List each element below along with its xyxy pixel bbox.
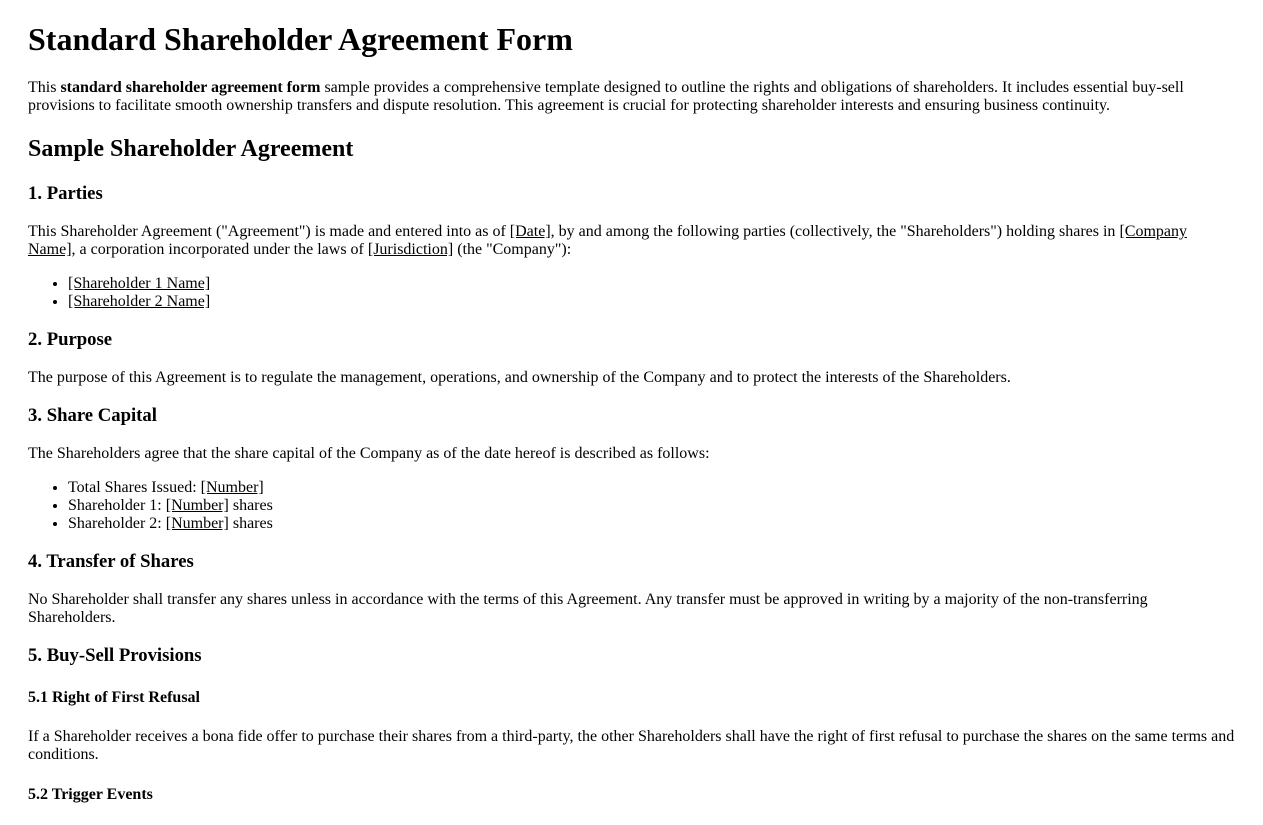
purpose-paragraph: The purpose of this Agreement is to regulate the management, operations, and ownership of the Company and to protect the interests of the Shareholders.	[28, 369, 1011, 386]
rofr-heading: 5.1 Right of First Refusal	[28, 689, 200, 706]
page-title: Standard Shareholder Agreement Form	[28, 21, 573, 57]
intro-text: sample provides a comprehensive template designed to outline the rights and obligations of shareholders. It includes essential buy-sell provisions to facilitate smooth ownership transfers and dispute resolution. This agreement is crucial for protecting shareholder interests and ensuring business continuity.	[28, 79, 1184, 114]
capital-heading: 3. Share Capital	[28, 405, 157, 426]
intro-paragraph	[28, 79, 1235, 115]
text: This Shareholder Agreement ("Agreement") is made and entered into as of	[28, 223, 510, 240]
list-item	[68, 275, 1235, 293]
purpose-heading: 2. Purpose	[28, 329, 113, 350]
trigger-heading: 5.2 Trigger Events	[28, 786, 153, 803]
number-placeholder: [Number]	[165, 515, 229, 532]
rofr-paragraph: If a Shareholder receives a bona fide offer to purchase their shares from a third-party, the other Shareholders shall have the right of first refusal to purchase the shares on the same terms and conditions.	[28, 728, 1235, 763]
number-placeholder: [Number]	[165, 497, 229, 514]
parties-paragraph	[28, 223, 1235, 259]
text: (the "Company"):	[453, 241, 572, 258]
list-item	[68, 515, 1235, 533]
buysell-heading: 5. Buy-Sell Provisions	[28, 645, 202, 666]
shareholder-list	[28, 275, 1235, 311]
parties-heading: 1. Parties	[28, 183, 103, 204]
list-item	[68, 293, 1235, 311]
capital-list	[28, 479, 1235, 533]
number-placeholder: [Number]	[200, 479, 264, 496]
intro-text: This	[28, 79, 61, 96]
capital-paragraph: The Shareholders agree that the share capital of the Company as of the date hereof is described as follows:	[28, 445, 710, 462]
intro-bold: standard shareholder agreement form	[60, 79, 321, 96]
shareholder-placeholder: [Shareholder 1 Name]	[68, 275, 211, 292]
shareholder-placeholder: [Shareholder 2 Name]	[68, 293, 211, 310]
item-label: Shareholder 2:	[68, 515, 166, 532]
company-placeholder: [Company Name]	[28, 223, 1187, 258]
text: , by and among the following parties (collectively, the "Shareholders") holding shares in	[550, 223, 1120, 240]
item-suffix: shares	[228, 515, 273, 532]
item-suffix: shares	[228, 497, 273, 514]
list-item	[68, 497, 1235, 515]
item-label: Shareholder 1:	[68, 497, 166, 514]
date-placeholder: [Date]	[509, 223, 551, 240]
jurisdiction-placeholder: [Jurisdiction]	[367, 241, 454, 258]
list-item	[68, 479, 1235, 497]
transfer-heading: 4. Transfer of Shares	[28, 551, 194, 572]
transfer-paragraph: No Shareholder shall transfer any shares unless in accordance with the terms of this Agreement. Any transfer must be approved in writing by a majority of the non-transferring Shareholders.	[28, 591, 1148, 626]
section-title: Sample Shareholder Agreement	[28, 136, 354, 162]
item-label: Total Shares Issued:	[68, 479, 201, 496]
text: , a corporation incorporated under the laws of	[71, 241, 368, 258]
